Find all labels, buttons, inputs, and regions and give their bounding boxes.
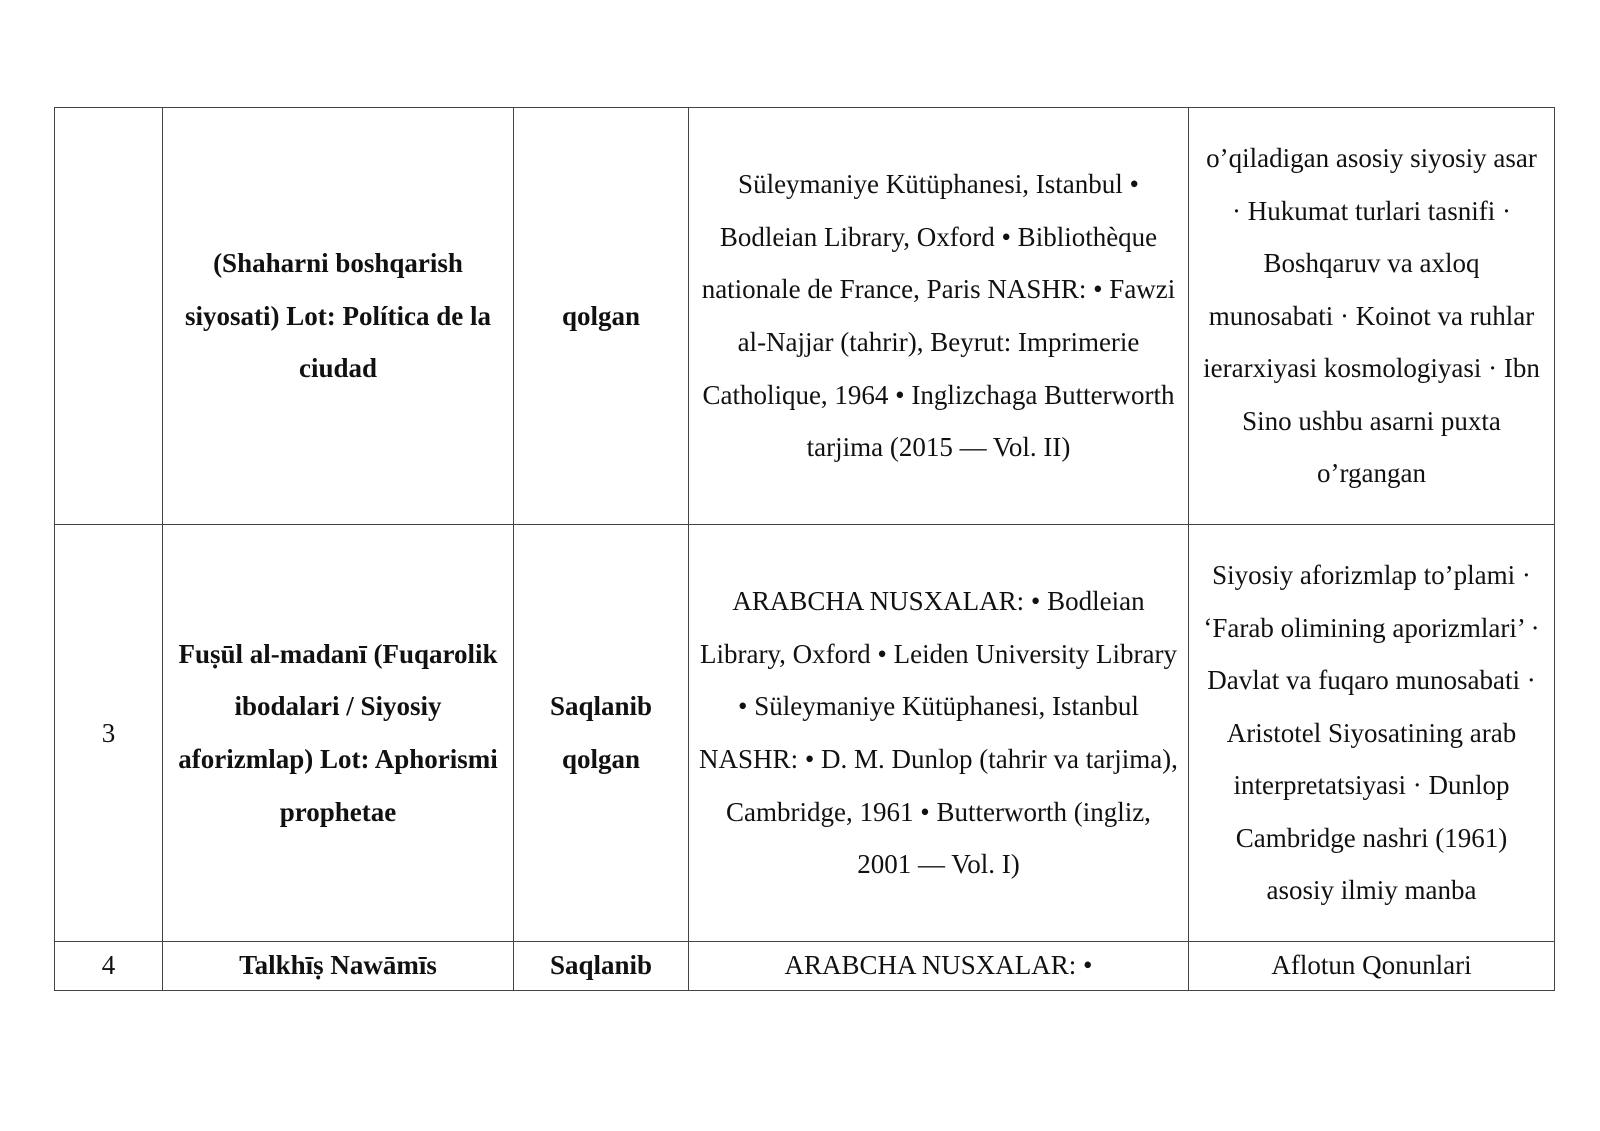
notes-cell xyxy=(1189,942,1555,991)
row-number-cell xyxy=(55,942,163,991)
work-notes: Siyosiy aforizmlap to’plami · ‘Farab olimining aporizmlari’ · Davlat va fuqaro munosabati · Aristotel Siyosatining arab interpretatsiyasi · Dunlop Cambridge nashri (1961) asosiy ilmiy manba xyxy=(1203,559,1540,906)
status-cell xyxy=(514,108,689,525)
row-number: 4 xyxy=(101,950,116,980)
table-row xyxy=(55,108,1555,525)
work-notes: o’qiladigan asosiy siyosiy asar · Hukumat turlari tasnifi · Boshqaruv va axloq munosabati · Koinot va ruhlar ierarxiyasi kosmologiyasi · Ibn Sino ushbu asarni puxta o’rgangan xyxy=(1203,142,1540,489)
preservation-status: Saqlanib qolgan xyxy=(549,691,653,774)
work-title: (Shaharni boshqarish siyosati) Lot: Política de la ciudad xyxy=(185,248,491,384)
row-number: 3 xyxy=(101,717,116,748)
table-row xyxy=(55,525,1555,942)
row-number-cell xyxy=(55,108,163,525)
table-row xyxy=(55,942,1555,991)
title-cell xyxy=(163,525,514,942)
sources-cell xyxy=(689,525,1189,942)
work-title: Talkhīṣ Nawāmīs xyxy=(239,950,437,980)
work-title: Fuṣūl al-madanī (Fuqarolik ibodalari / Siyosiy aforizmlap) Lot: Aphorismi prophetae xyxy=(178,638,498,827)
sources-cell xyxy=(689,942,1189,991)
sources-cell xyxy=(689,108,1189,525)
status-cell xyxy=(514,942,689,991)
status-cell xyxy=(514,525,689,942)
title-cell xyxy=(163,108,514,525)
notes-cell xyxy=(1189,525,1555,942)
manuscript-sources: Süleymaniye Kütüphanesi, Istanbul • Bodleian Library, Oxford • Bibliothèque nationale de France, Paris NASHR: • Fawzi al-Najjar (tahrir), Beyrut: Imprimerie Catholique, 1964 • Inglizchaga Butterworth tarjima (2015 — Vol. II) xyxy=(701,169,1176,463)
manuscripts-table xyxy=(54,107,1555,991)
title-cell xyxy=(163,942,514,991)
preservation-status: qolgan xyxy=(561,300,641,331)
manuscript-sources: ARABCHA NUSXALAR: • xyxy=(784,950,1093,980)
work-notes: Aflotun Qonunlari xyxy=(1271,950,1472,980)
manuscript-sources: ARABCHA NUSXALAR: • Bodleian Library, Oxford • Leiden University Library • Süleymaniye Kütüphanesi, Istanbul NASHR: • D. M. Dunlop (tahrir va tarjima), Cambridge, 1961 • Butterworth (ingliz, 2001 — Vol. I) xyxy=(699,586,1178,880)
preservation-status: Saqlanib xyxy=(549,950,653,980)
row-number-cell xyxy=(55,525,163,942)
notes-cell xyxy=(1189,108,1555,525)
